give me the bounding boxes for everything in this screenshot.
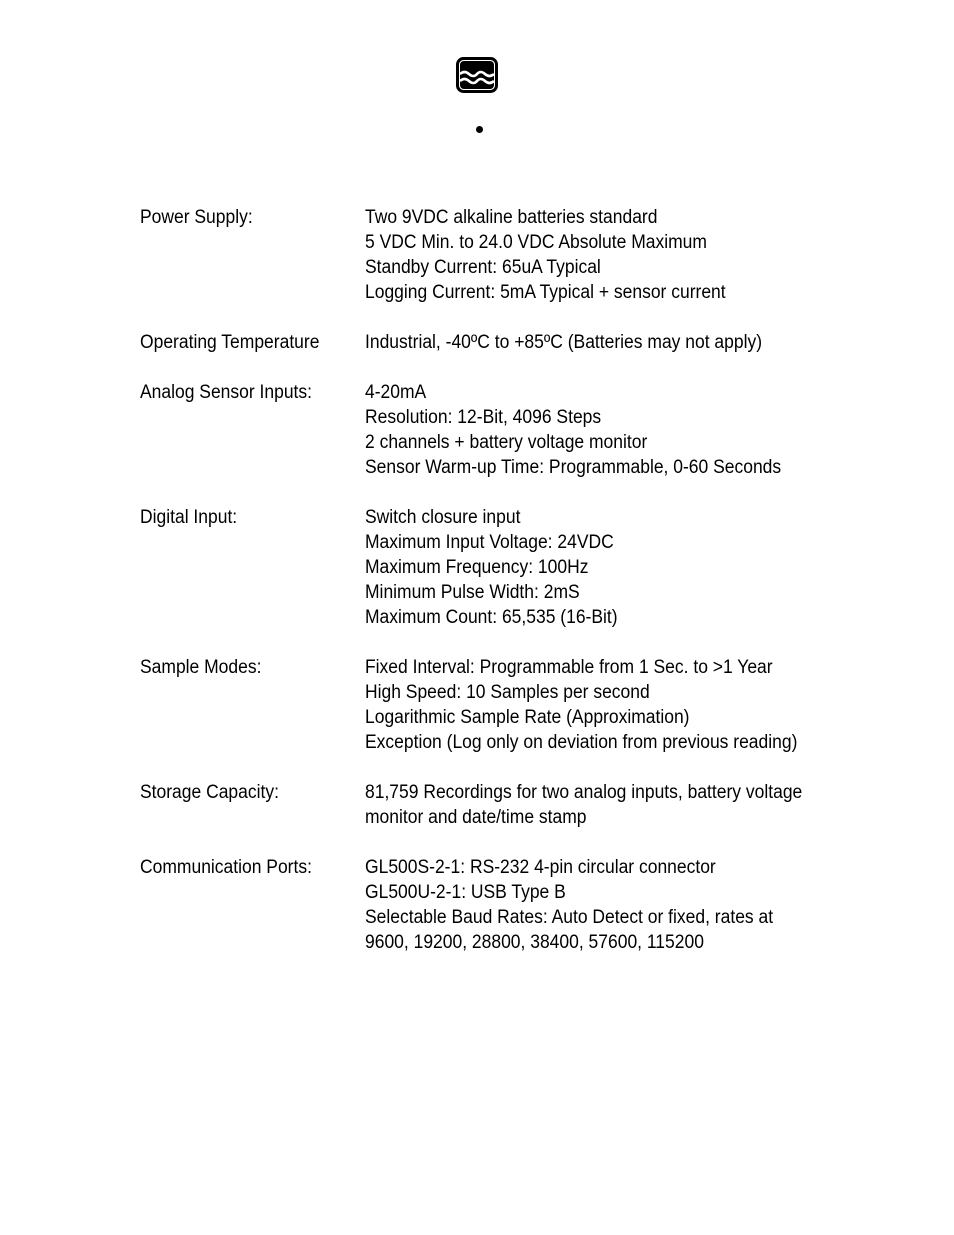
- spec-value-line: Industrial, -40ºC to +85ºC (Batteries may not apply): [365, 332, 763, 353]
- spec-values: [365, 855, 830, 955]
- spec-label: Communication Ports:: [140, 857, 312, 878]
- spec-values: [365, 655, 835, 755]
- spec-value-line: Logging Current: 5mA Typical + sensor current: [365, 282, 726, 303]
- spec-values: [365, 380, 830, 480]
- spec-value-line: Two 9VDC alkaline batteries standard: [365, 207, 658, 228]
- spec-row: [140, 380, 830, 480]
- spec-label: Operating Temperature: [140, 332, 320, 353]
- spec-label: Power Supply:: [140, 207, 253, 228]
- spec-value-line: 9600, 19200, 28800, 38400, 57600, 115200: [365, 932, 704, 953]
- spec-value-line: Sensor Warm-up Time: Programmable, 0-60 Seconds: [365, 457, 782, 478]
- spec-value-line: Maximum Frequency: 100Hz: [365, 557, 589, 578]
- spec-value-line: monitor and date/time stamp: [365, 807, 587, 828]
- spec-values: [365, 330, 830, 355]
- spec-value-line: Logarithmic Sample Rate (Approximation): [365, 707, 690, 728]
- spec-label: Storage Capacity:: [140, 782, 279, 803]
- spec-values: [365, 780, 840, 830]
- spec-value-line: 2 channels + battery voltage monitor: [365, 432, 648, 453]
- water-waves-logo-icon: [456, 57, 498, 93]
- spec-value-line: Selectable Baud Rates: Auto Detect or fixed, rates at: [365, 907, 774, 928]
- spec-label: Digital Input:: [140, 507, 238, 528]
- spec-values: [365, 205, 830, 305]
- spec-row: [140, 505, 830, 630]
- spec-value-line: Exception (Log only on deviation from previous reading): [365, 732, 798, 753]
- spec-value-line: Standby Current: 65uA Typical: [365, 257, 601, 278]
- spec-value-line: Switch closure input: [365, 507, 521, 528]
- spec-values: [365, 505, 830, 630]
- spec-value-line: 81,759 Recordings for two analog inputs, battery voltage: [365, 782, 803, 803]
- spec-row: [140, 855, 830, 955]
- spec-value-line: Fixed Interval: Programmable from 1 Sec. to >1 Year: [365, 657, 773, 678]
- spec-value-line: GL500U-2-1: USB Type B: [365, 882, 566, 903]
- spec-label: Analog Sensor Inputs:: [140, 382, 313, 403]
- spec-label: Sample Modes:: [140, 657, 262, 678]
- specifications-list: [140, 205, 830, 980]
- spec-row: [140, 655, 830, 755]
- spec-value-line: GL500S-2-1: RS-232 4-pin circular connector: [365, 857, 716, 878]
- spec-row: [140, 780, 830, 830]
- spec-value-line: 5 VDC Min. to 24.0 VDC Absolute Maximum: [365, 232, 707, 253]
- spec-value-line: 4-20mA: [365, 382, 427, 403]
- bullet-dot-icon: [476, 126, 483, 133]
- spec-value-line: Minimum Pulse Width: 2mS: [365, 582, 580, 603]
- spec-value-line: Maximum Input Voltage: 24VDC: [365, 532, 614, 553]
- spec-value-line: Resolution: 12-Bit, 4096 Steps: [365, 407, 602, 428]
- spec-value-line: Maximum Count: 65,535 (16-Bit): [365, 607, 618, 628]
- spec-value-line: High Speed: 10 Samples per second: [365, 682, 650, 703]
- spec-row: [140, 330, 830, 355]
- spec-row: [140, 205, 830, 305]
